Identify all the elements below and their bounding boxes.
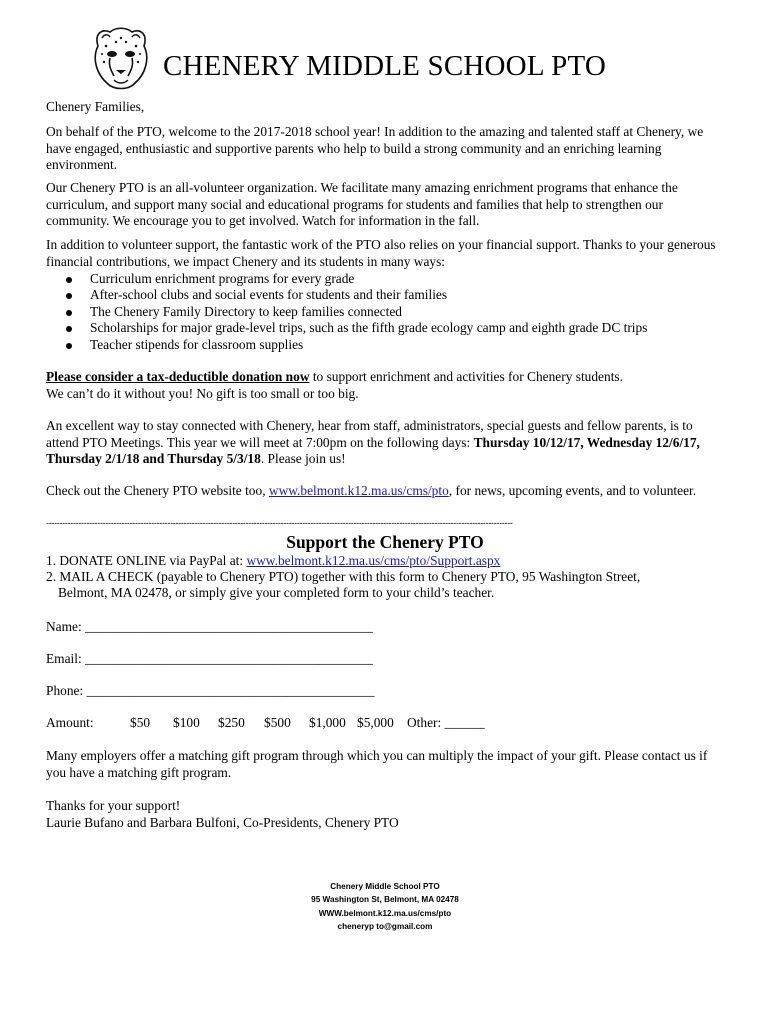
footer-web: WWW.belmont.k12.ma.us/cms/pto bbox=[318, 908, 452, 918]
about-paragraph bbox=[46, 180, 726, 230]
signature-text: Laurie Bufano and Barbara Bulfoni, Co-Presidents, Chenery PTO bbox=[46, 814, 399, 830]
list-item-text: Curriculum enrichment programs for every grade bbox=[90, 271, 355, 286]
meetings-text: An excellent way to stay connected with Chenery, hear from staff, administrators, special guests and fellow parents, is to attend PTO Meetings. This year we will meet at 7:00pm on the following days: bbox=[46, 418, 693, 450]
list-item bbox=[66, 304, 706, 320]
donation-emphasis: Please consider a tax-deductible donation now bbox=[46, 369, 310, 384]
form-title: Support the Chenery PTO bbox=[286, 532, 484, 552]
bullet-icon bbox=[66, 310, 72, 316]
option1-text: 1. DONATE ONLINE via PayPal at: bbox=[46, 553, 247, 568]
list-item-text: The Chenery Family Directory to keep families connected bbox=[90, 303, 402, 319]
bullet-icon bbox=[66, 326, 72, 332]
welcome-paragraph bbox=[46, 124, 726, 174]
meeting-dates: Thursday 10/12/17, Wednesday 12/6/17, Thursday 2/1/18 and Thursday 5/3/18 bbox=[46, 434, 700, 467]
footer-org: Chenery Middle School PTO bbox=[330, 882, 440, 891]
footer-contact bbox=[0, 880, 770, 933]
list-item bbox=[66, 271, 706, 287]
option-donate-online bbox=[46, 553, 500, 569]
amount-option[interactable]: $5,000 bbox=[357, 715, 394, 730]
amount-option[interactable]: $500 bbox=[264, 715, 291, 730]
amount-option[interactable]: $50 bbox=[130, 715, 151, 730]
website-link[interactable]: www.belmont.k12.ma.us/cms/pto bbox=[268, 483, 449, 498]
meetings-paragraph bbox=[46, 418, 726, 468]
footer-address: 95 Washington St, Belmont, MA 02478 bbox=[311, 895, 459, 905]
closing bbox=[46, 798, 726, 831]
list-item bbox=[66, 320, 706, 336]
list-item-text: After-school clubs and social events for students and their families bbox=[90, 287, 448, 303]
option-mail-check-line1: 2. MAIL A CHECK (payable to Chenery PTO) together with this form to Chenery PTO, 95 Washington Street, bbox=[46, 569, 641, 584]
cheetah-logo-icon bbox=[90, 24, 152, 94]
matching-gift-paragraph bbox=[46, 748, 726, 781]
donation-appeal bbox=[46, 369, 726, 402]
matching-text: Many employers offer a matching gift program through which you can multiply the impact of your gift. Please contact us if you have a matching gift program. bbox=[46, 748, 708, 780]
amount-option[interactable]: $100 bbox=[173, 715, 200, 730]
donation-line-1 bbox=[46, 369, 726, 386]
name-field[interactable]: Name: ___________________________________________ bbox=[46, 619, 373, 634]
paypal-link[interactable]: www.belmont.k12.ma.us/cms/pto/Support.aspx bbox=[246, 553, 501, 568]
option-mail-check-line2: Belmont, MA 02478, or simply give your completed form to your child’s teacher. bbox=[58, 585, 495, 600]
meetings-end: . Please join us! bbox=[260, 451, 346, 467]
amount-option[interactable]: $250 bbox=[218, 715, 245, 730]
list-item bbox=[66, 287, 706, 303]
website-line bbox=[46, 483, 726, 500]
phone-field[interactable]: Phone: ___________________________________________ bbox=[46, 683, 375, 698]
support-text: In addition to volunteer support, the fantastic work of the PTO also relies on your financial support. Thanks to your generous financial contributions, we impact Chenery and its students in many ways: bbox=[46, 237, 716, 269]
website-paragraph bbox=[46, 483, 726, 500]
list-item-text: Teacher stipends for classroom supplies bbox=[90, 336, 304, 352]
website-pre: Check out the Chenery PTO website too, bbox=[46, 483, 269, 498]
bullet-icon bbox=[66, 277, 72, 283]
greeting bbox=[46, 99, 726, 116]
impact-list bbox=[66, 271, 706, 353]
donation-line-2: We can’t do it without you! No gift is too small or too big. bbox=[46, 385, 359, 401]
list-item bbox=[66, 337, 706, 353]
welcome-text: On behalf of the PTO, welcome to the 2017-2018 school year! In addition to the amazing and talented staff at Chenery, we have engaged, enthusiastic and supportive parents who help to build a strong community and an enriching learning environment. bbox=[46, 124, 704, 173]
donation-rest: to support enrichment and activities for Chenery students. bbox=[309, 369, 623, 384]
thanks-text: Thanks for your support! bbox=[46, 798, 181, 813]
amount-option[interactable]: $1,000 bbox=[309, 715, 346, 730]
greeting-text: Chenery Families, bbox=[46, 99, 145, 114]
page-title: CHENERY MIDDLE SCHOOL PTO bbox=[163, 50, 606, 82]
support-paragraph bbox=[46, 237, 726, 270]
bullet-icon bbox=[66, 343, 72, 349]
amount-label: Amount: bbox=[46, 715, 94, 730]
cut-line-divider: ----------------------------------------------------------------------------------------------------------------------------------------------------------------------------- bbox=[46, 518, 513, 528]
email-field[interactable]: Email: ___________________________________________ bbox=[46, 651, 373, 666]
footer-email: cheneryp to@gmail.com bbox=[337, 921, 433, 931]
website-post: , for news, upcoming events, and to volunteer. bbox=[448, 483, 697, 498]
other-amount-field[interactable]: Other: ______ bbox=[407, 715, 485, 730]
bullet-icon bbox=[66, 293, 72, 299]
list-item-text: Scholarships for major grade-level trips, such as the fifth grade ecology camp and eighth grade DC trips bbox=[90, 320, 648, 336]
meetings-text-block bbox=[46, 418, 726, 468]
about-text: Our Chenery PTO is an all-volunteer organization. We facilitate many amazing enrichment programs that enhance the curriculum, and support many social and educational programs for students and families that help to strengthen our community. We encourage you to get involved. Watch for information in the fall. bbox=[46, 180, 678, 229]
